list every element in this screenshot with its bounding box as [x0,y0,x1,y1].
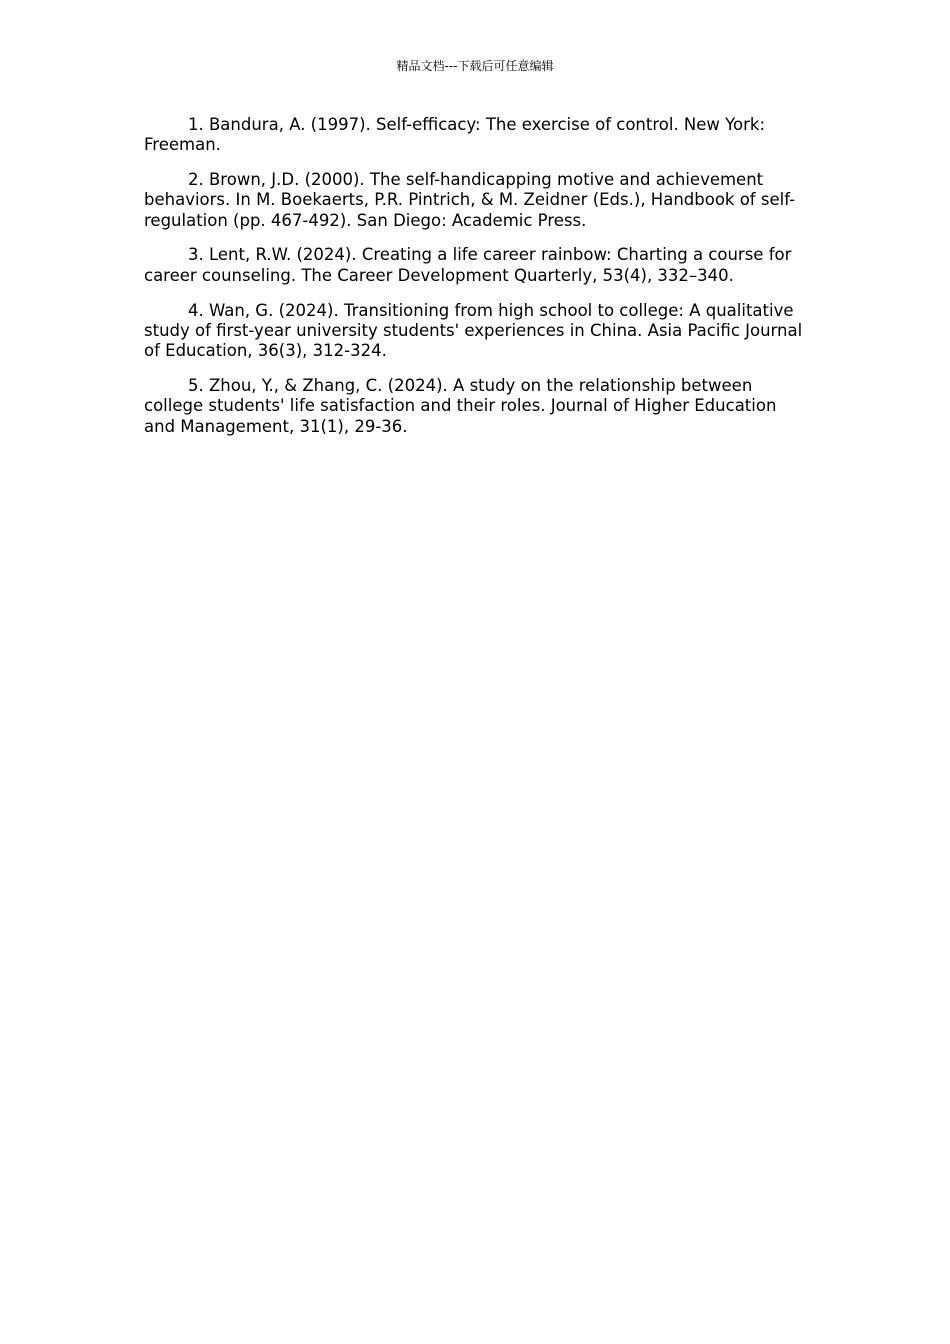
reference-list [144,115,812,451]
reference-item: 1. Bandura, A. (1997). Self-efficacy: The exercise of control. New York: Freeman. [144,115,766,155]
reference-item: 2. Brown, J.D. (2000). The self-handicapping motive and achievement behaviors. In M. Boekaerts, P.R. Pintrich, & M. Zeidner (Eds.), Handbook of self-regulation (pp. 467-492). San Diego: Academic Press. [144,170,796,230]
reference-item: 3. Lent, R.W. (2024). Creating a life career rainbow: Charting a course for career counseling. The Career Development Quarterly, 53(4), 332–340. [144,245,792,285]
reference-item: 4. Wan, G. (2024). Transitioning from high school to college: A qualitative study of first-year university students' experiences in China. Asia Pacific Journal of Education, 36(3), 312-324. [144,300,803,361]
reference-item: 5. Zhou, Y., & Zhang, C. (2024). A study on the relationship between college students' life satisfaction and their roles. Journal of Higher Education and Management, 31(1), 29-36. [144,375,777,436]
page-header: 精品文档---下载后可任意编辑 [396,59,554,73]
